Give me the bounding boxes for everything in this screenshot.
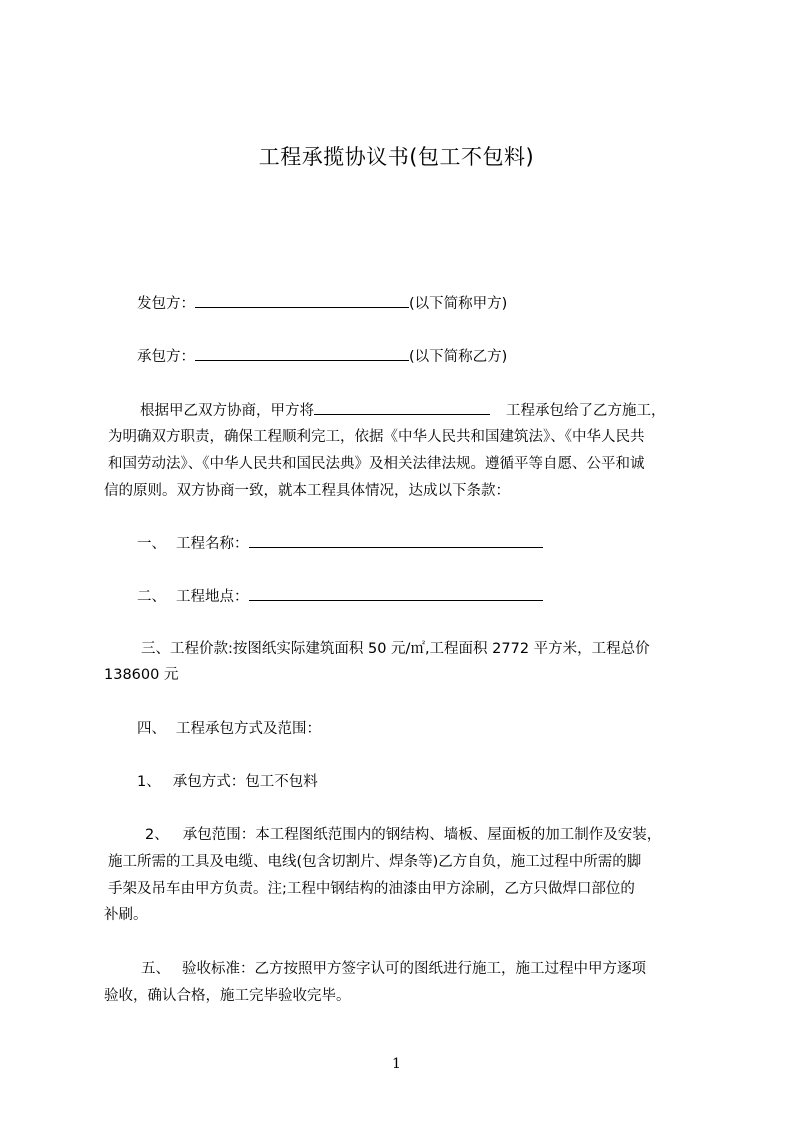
- party-a-suffix: (以下简称甲方): [409, 296, 508, 312]
- intro-line1-suffix: 工程承包给了乙方施工，: [506, 403, 666, 419]
- sub-1-line: [137, 772, 318, 792]
- item-5-line-1: [141, 959, 646, 979]
- party-a-label: 发包方：: [137, 296, 195, 312]
- sub-2-number: 2、: [145, 827, 169, 843]
- item-4-number: 四、: [137, 721, 166, 737]
- party-b-label: 承包方：: [137, 349, 195, 365]
- item-2-label: 工程地点：: [176, 589, 249, 605]
- sub-1-text: 承包方式：包工不包料: [172, 774, 318, 790]
- party-b-blank: [195, 345, 409, 361]
- party-a-blank: [195, 292, 409, 308]
- item-4-label: 工程承包方式及范围：: [176, 721, 321, 737]
- item-1-number: 一、: [137, 536, 166, 552]
- sub-2-line-1: [145, 825, 661, 845]
- project-location-blank: [249, 585, 543, 601]
- sub-2-line-4: 补刷。: [104, 907, 148, 923]
- sub-2-line1-text: 承包范围：本工程图纸范围内的钢结构、墙板、屋面板的加工制作及安装，: [182, 827, 662, 843]
- intro-line-1: [140, 399, 666, 421]
- intro-line-3: 和国劳动法》、《中华人民共和国民法典》及相关法律法规。遵循平等自愿、公平和诚: [108, 456, 645, 472]
- item-5-line1-text: 验收标准：乙方按照甲方签字认可的图纸进行施工，施工过程中甲方逐项: [182, 961, 646, 977]
- sub-1-number: 1、: [137, 774, 161, 790]
- item-2-number: 二、: [137, 589, 166, 605]
- intro-line1-prefix: 根据甲乙双方协商，甲方将: [140, 403, 314, 419]
- intro-line-4: 信的原则。双方协商一致，就本工程具体情况，达成以下条款：: [104, 483, 510, 499]
- sub-2-line-3: 手架及吊车由甲方负责。注;工程中钢结构的油漆由甲方涂刷，乙方只做焊口部位的: [108, 881, 635, 897]
- item-4-line: [137, 719, 321, 739]
- page-number: 1: [392, 1056, 401, 1072]
- item-2-line: [137, 585, 543, 607]
- document-title: 工程承揽协议书(包工不包料): [258, 145, 535, 169]
- party-b-line: [137, 345, 507, 367]
- item-1-line: [137, 532, 543, 554]
- item-1-label: 工程名称：: [176, 536, 249, 552]
- item-5-line-2: 验收，确认合格，施工完毕验收完毕。: [104, 988, 351, 1004]
- item-3-line-1: 三、工程价款:按图纸实际建筑面积 50 元/㎡,工程面积 2772 平方米，工程总价: [141, 641, 650, 657]
- item-5-number: 五、: [141, 961, 170, 977]
- party-a-line: [137, 292, 507, 314]
- sub-2-line-2: 施工所需的工具及电缆、电线(包含切割片、焊条等)乙方自负，施工过程中所需的脚: [108, 854, 642, 870]
- project-blank: [314, 399, 490, 415]
- intro-line-2: 为明确双方职责，确保工程顺利完工，依据《中华人民共和国建筑法》、《中华人民共: [108, 429, 645, 445]
- party-b-suffix: (以下简称乙方): [409, 349, 508, 365]
- item-3-line-2: 138600 元: [104, 667, 179, 683]
- project-name-blank: [249, 532, 543, 548]
